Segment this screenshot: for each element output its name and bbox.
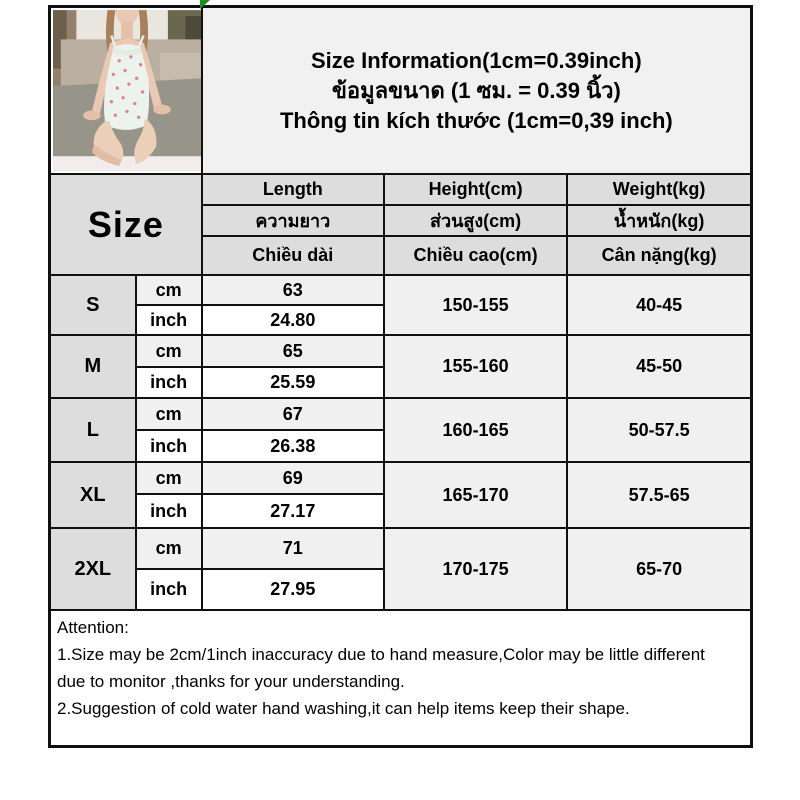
- length-inch-value: 26.38: [202, 430, 384, 462]
- length-cm-value: 69: [202, 462, 384, 494]
- length-inch-value: 27.17: [202, 494, 384, 528]
- size-header-cell: Size: [50, 174, 202, 275]
- product-photo: [53, 10, 201, 171]
- unit-label-cm: cm: [136, 335, 202, 367]
- length-inch-value: 24.80: [202, 305, 384, 335]
- unit-label-cm: cm: [136, 398, 202, 430]
- size-table: [48, 5, 753, 748]
- length-cm-value: 71: [202, 528, 384, 569]
- size-label: 2XL: [50, 528, 136, 610]
- col-header-length-th: ความยาว: [202, 205, 384, 236]
- weight-range: 50-57.5: [567, 398, 751, 462]
- length-cm-value: 63: [202, 275, 384, 305]
- size-label: L: [50, 398, 136, 462]
- product-photo-cell: [50, 7, 202, 175]
- unit-label-inch: inch: [136, 305, 202, 335]
- unit-label-inch: inch: [136, 569, 202, 610]
- height-range: 150-155: [384, 275, 567, 335]
- length-cm-value: 65: [202, 335, 384, 367]
- unit-label-inch: inch: [136, 367, 202, 398]
- weight-range: 45-50: [567, 335, 751, 398]
- size-label: XL: [50, 462, 136, 528]
- unit-label-inch: inch: [136, 494, 202, 528]
- title-vietnamese: Thông tin kích thước (1cm=0,39 inch): [279, 107, 673, 133]
- unit-label-cm: cm: [136, 462, 202, 494]
- weight-range: 65-70: [567, 528, 751, 610]
- title-english: Size Information(1cm=0.39inch): [310, 47, 642, 73]
- length-inch-value: 25.59: [202, 367, 384, 398]
- weight-range: 40-45: [567, 275, 751, 335]
- col-header-weight-vi: Cân nặng(kg): [567, 236, 751, 275]
- col-header-length-en: Length: [202, 174, 384, 205]
- title-thai: ข้อมูลขนาด (1 ซม. = 0.39 นิ้ว): [331, 77, 621, 103]
- attention-note: [50, 610, 752, 747]
- length-cm-value: 67: [202, 398, 384, 430]
- unit-label-cm: cm: [136, 528, 202, 569]
- height-range: 165-170: [384, 462, 567, 528]
- col-header-height-en: Height(cm): [384, 174, 567, 205]
- col-header-weight-en: Weight(kg): [567, 174, 751, 205]
- col-header-height-vi: Chiều cao(cm): [384, 236, 567, 275]
- attention-heading: Attention:: [57, 618, 129, 637]
- unit-label-inch: inch: [136, 430, 202, 462]
- height-range: 170-175: [384, 528, 567, 610]
- unit-label-cm: cm: [136, 275, 202, 305]
- col-header-length-vi: Chiều dài: [202, 236, 384, 275]
- green-corner-marker: [200, 0, 210, 9]
- height-range: 160-165: [384, 398, 567, 462]
- size-label: S: [50, 275, 136, 335]
- col-header-height-th: ส่วนสูง(cm): [384, 205, 567, 236]
- length-inch-value: 27.95: [202, 569, 384, 610]
- attention-line-2: 2.Suggestion of cold water hand washing,it can help items keep their shape.: [57, 699, 630, 718]
- height-range: 155-160: [384, 335, 567, 398]
- col-header-weight-th: น้ำหนัก(kg): [567, 205, 751, 236]
- size-info-title-cell: [202, 7, 752, 175]
- size-label: M: [50, 335, 136, 398]
- attention-line-1: 1.Size may be 2cm/1inch inaccuracy due to hand measure,Color may be little different due to monitor ,thanks for your understanding.: [57, 645, 705, 691]
- weight-range: 57.5-65: [567, 462, 751, 528]
